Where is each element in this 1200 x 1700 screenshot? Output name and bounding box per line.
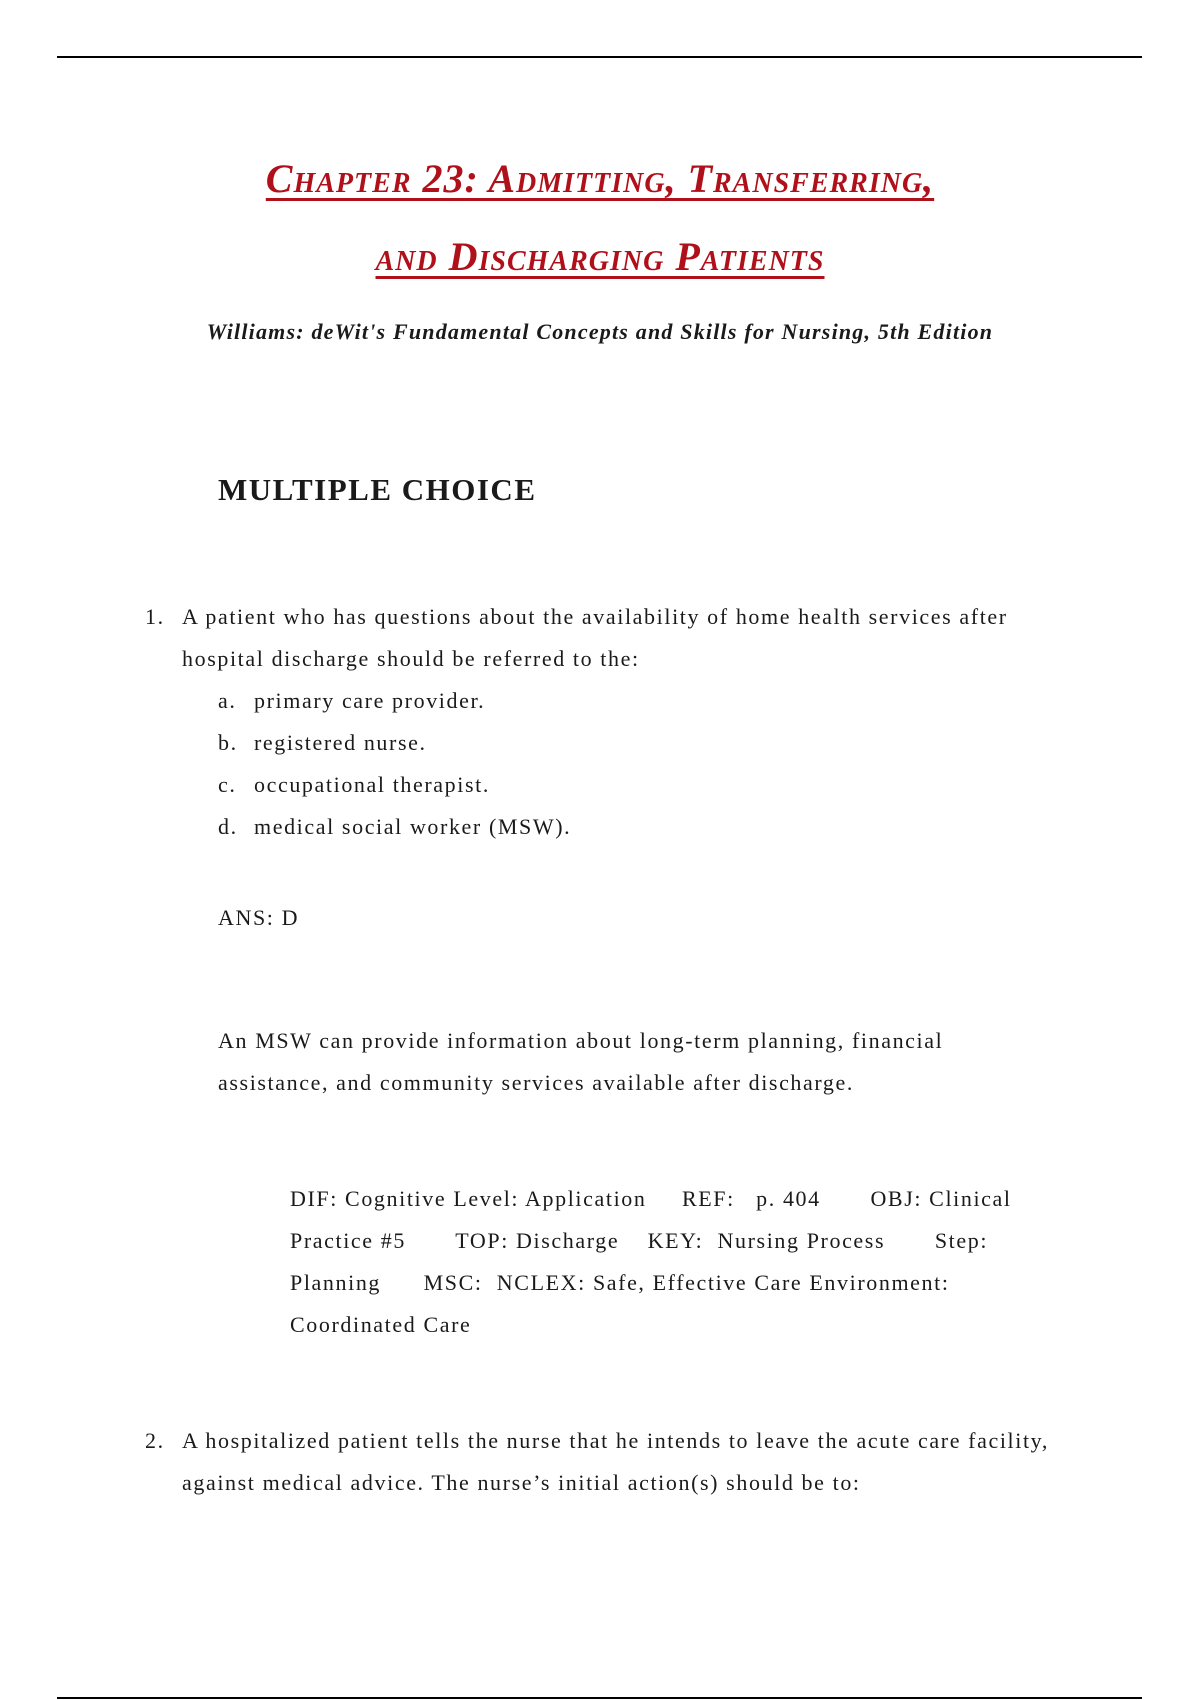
chapter-title-line-2: and Discharging Patients (375, 234, 825, 279)
option-letter: b. (218, 730, 238, 755)
option-d (218, 806, 1065, 848)
chapter-title-line-1: Chapter 23: Admitting, Transferring, (265, 156, 935, 201)
question-2 (145, 1420, 1065, 1504)
option-letter: c. (218, 772, 237, 797)
question-stem: A hospitalized patient tells the nurse that he intends to leave the acute care facility, against medical advice. The nurse’s initial action(s) should be to: (182, 1428, 1049, 1495)
option-b (218, 722, 1065, 764)
question-stem: A patient who has questions about the availability of home health services after hospital discharge should be referred to the: (182, 604, 1008, 671)
book-subtitle: Williams: deWit's Fundamental Concepts and Skills for Nursing, 5th Edition (206, 319, 994, 344)
answer-options (218, 680, 1065, 848)
option-letter: d. (218, 814, 238, 839)
footer-rule (57, 1697, 1142, 1699)
question-number: 1. (145, 604, 165, 629)
option-letter: a. (218, 688, 237, 713)
rationale-text: An MSW can provide information about long-term planning, financial assistance, and community services available after discharge. (218, 1028, 944, 1095)
option-c (218, 764, 1065, 806)
option-text: occupational therapist. (254, 772, 490, 797)
option-text: registered nurse. (254, 730, 427, 755)
header-rule (57, 56, 1142, 58)
answer-key: ANS: D (218, 905, 300, 930)
option-text: medical social worker (MSW). (254, 814, 572, 839)
section-heading: MULTIPLE CHOICE (218, 472, 537, 507)
chapter-title (0, 140, 1200, 296)
option-a (218, 680, 1065, 722)
option-text: primary care provider. (254, 688, 486, 713)
question-1 (145, 596, 1065, 848)
question-metadata: DIF: Cognitive Level: Application REF: p. 404 OBJ: Clinical Practice #5 TOP: Discharge KEY: Nursing Process Step: Planning MSC: NCLEX: Safe, Effective Care Environment: Coordinated Care (290, 1186, 1019, 1337)
question-number: 2. (145, 1428, 165, 1453)
